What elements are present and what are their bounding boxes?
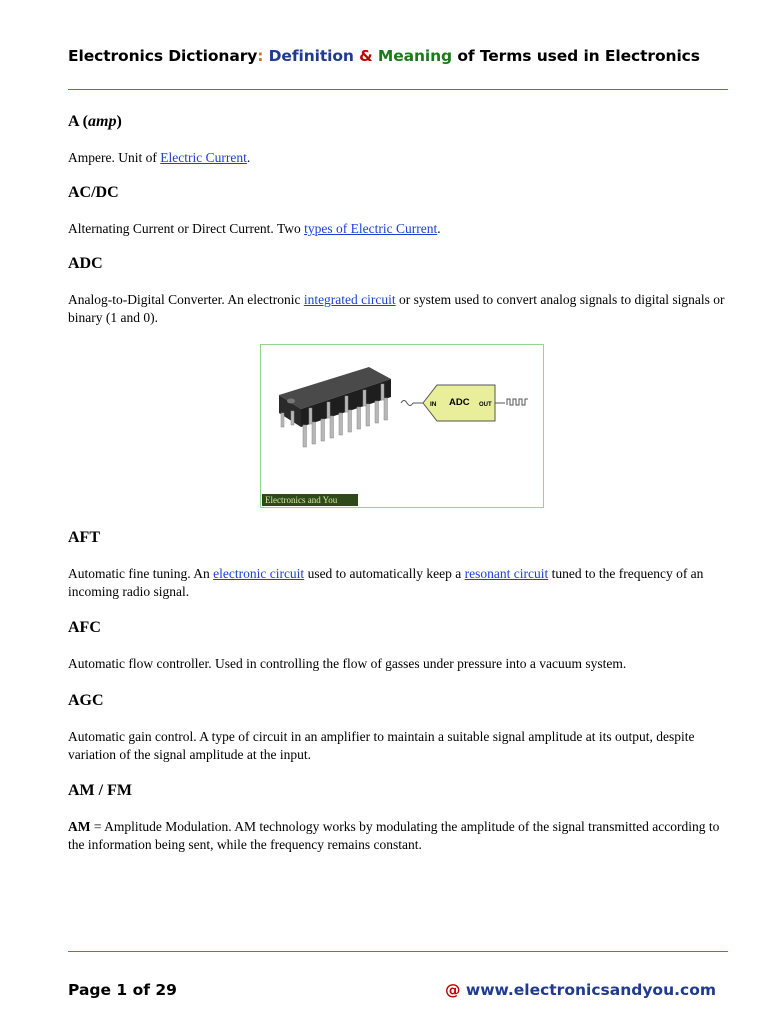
def-text: Automatic flow controller. Used in controlling the flow of gasses under pressure into a vacuum system. [68, 656, 627, 671]
title-part-1: Electronics Dictionary [68, 47, 258, 65]
page-header-title [68, 47, 728, 65]
term-definition [68, 220, 728, 238]
footer-website[interactable] [445, 981, 716, 999]
def-text: used to automatically keep a [304, 566, 465, 581]
title-part-3: Meaning [377, 47, 453, 65]
term-definition [68, 728, 728, 764]
link-resonant-circuit[interactable]: resonant circuit [464, 566, 549, 581]
term-heading: AGC [68, 692, 104, 709]
term-definition [68, 149, 728, 167]
def-text: Analog-to-Digital Converter. An electronic [68, 292, 304, 307]
adc-illustration [261, 345, 543, 507]
term-heading: ADC [68, 255, 103, 272]
adc-out-label: OUT [479, 402, 492, 408]
title-ampersand: & [359, 47, 373, 65]
page-number: Page 1 of 29 [68, 981, 177, 999]
term-heading: AFT [68, 529, 100, 546]
link-electric-current[interactable]: Electric Current [160, 150, 247, 165]
def-text: . [437, 221, 441, 236]
adc-label: ADC [449, 397, 470, 408]
def-text: or system used to convert analog signals to digital signals or binary (1 and 0). [68, 292, 725, 325]
link-electronic-circuit[interactable]: electronic circuit [213, 566, 305, 581]
analog-wave [401, 401, 413, 406]
term-italic: amp [88, 113, 117, 130]
chip-notch [287, 399, 295, 404]
term-heading: AM / FM [68, 782, 132, 799]
term-definition [68, 655, 728, 673]
def-text: Ampere. Unit of [68, 150, 161, 165]
link-integrated-circuit[interactable]: integrated circuit [303, 292, 396, 307]
def-text: Alternating Current or Direct Current. Two [68, 221, 305, 236]
term-definition [68, 291, 728, 327]
digital-wave [507, 399, 528, 405]
title-colon: : [257, 47, 264, 65]
title-part-2: Definition [268, 47, 354, 65]
term-text: A [68, 113, 79, 130]
document-body [68, 112, 728, 870]
website-link[interactable]: www.electronicsandyou.com [465, 981, 716, 999]
def-text: = Amplitude Modulation. AM technology works by modulating the amplitude of the signal transmitted according to the information being sent, while the frequency remains constant. [68, 819, 720, 852]
adc-figure [260, 344, 544, 508]
def-text: Automatic fine tuning. An [68, 566, 214, 581]
term-heading: AFC [68, 619, 101, 636]
title-part-4: of Terms used in Electronics [457, 47, 700, 65]
adc-in-label: IN [430, 401, 437, 408]
def-bold: AM [68, 819, 91, 834]
link-types-of-electric-current[interactable]: types of Electric Current [304, 221, 438, 236]
term-heading: AC/DC [68, 184, 119, 201]
header-divider [68, 89, 728, 90]
def-text: . [246, 150, 251, 165]
term-definition [68, 818, 728, 854]
term-definition [68, 565, 728, 601]
def-text: Automatic gain control. A type of circuit in an amplifier to maintain a suitable signal amplitude at its output, despite variation of the signal amplitude at the input. [68, 729, 695, 762]
footer-divider [68, 951, 728, 952]
term-heading: A (amp) [68, 113, 122, 130]
def-text: tuned to the frequency of an incoming radio signal. [68, 566, 704, 599]
at-symbol: @ [444, 981, 461, 999]
watermark-text: Electronics and You [265, 495, 338, 505]
